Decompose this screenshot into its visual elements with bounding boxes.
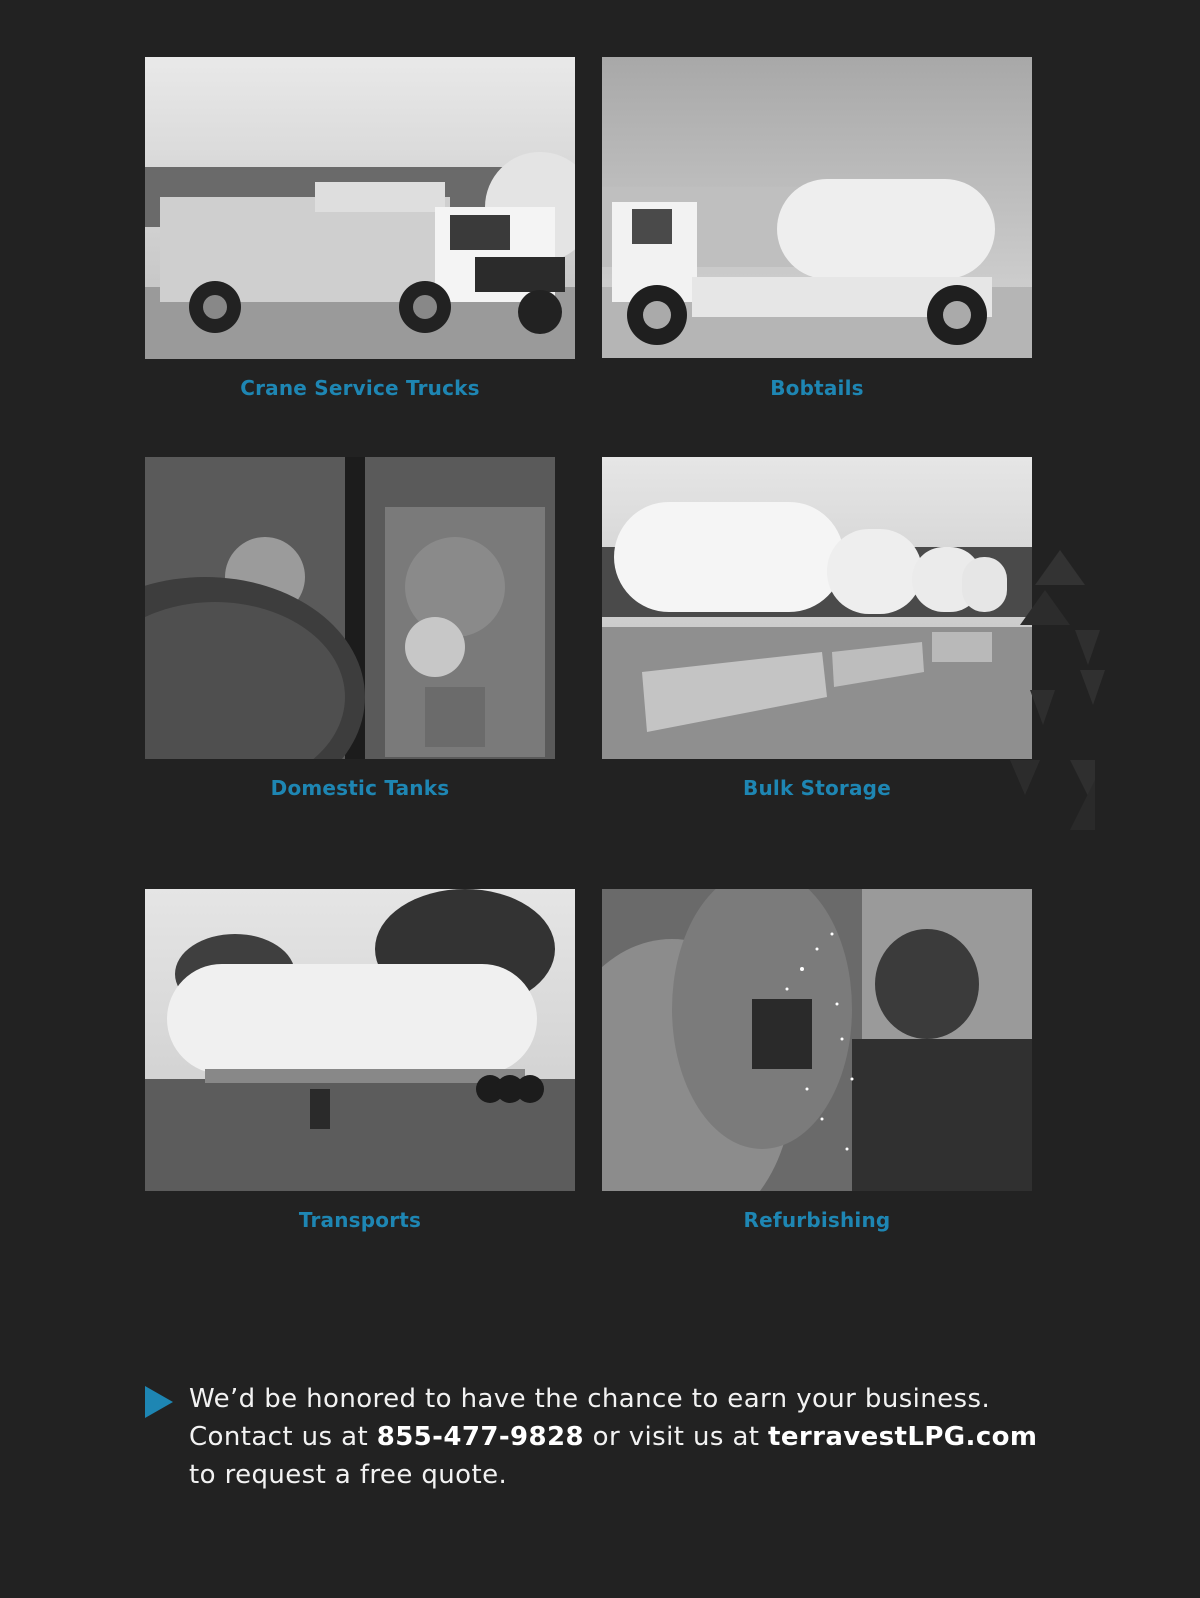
bobtail-truck-photo: [602, 57, 1032, 358]
product-caption-bobtails: Bobtails: [770, 376, 864, 400]
product-caption-domestic-tanks: Domestic Tanks: [270, 776, 450, 800]
domestic-tanks-photo: [145, 457, 555, 759]
triangle-pattern-decoration: [1000, 540, 1120, 840]
product-caption-crane-service-trucks: Crane Service Trucks: [240, 376, 480, 400]
play-arrow-icon: [145, 1386, 173, 1418]
contact-call-to-action: [189, 1380, 1089, 1494]
phone-number[interactable]: 855-477-9828: [376, 1422, 584, 1452]
cta-contact-prefix: Contact us at: [189, 1422, 377, 1452]
bulk-storage-tanks-photo: [602, 457, 1032, 759]
cta-visit-text: or visit us at: [584, 1422, 769, 1452]
cta-line-2: [189, 1418, 1089, 1456]
transport-trailer-photo: [145, 889, 575, 1191]
cta-line-1: We’d be honored to have the chance to earn your business.: [189, 1384, 991, 1414]
crane-service-truck-photo: [145, 57, 575, 359]
welder-refurbishing-photo: [602, 889, 1032, 1191]
cta-line-3: to request a free quote.: [189, 1460, 508, 1490]
product-caption-bulk-storage: Bulk Storage: [743, 776, 891, 800]
product-caption-transports: Transports: [298, 1208, 422, 1232]
product-caption-refurbishing: Refurbishing: [743, 1208, 891, 1232]
website-link[interactable]: terravestLPG.com: [768, 1422, 1038, 1452]
